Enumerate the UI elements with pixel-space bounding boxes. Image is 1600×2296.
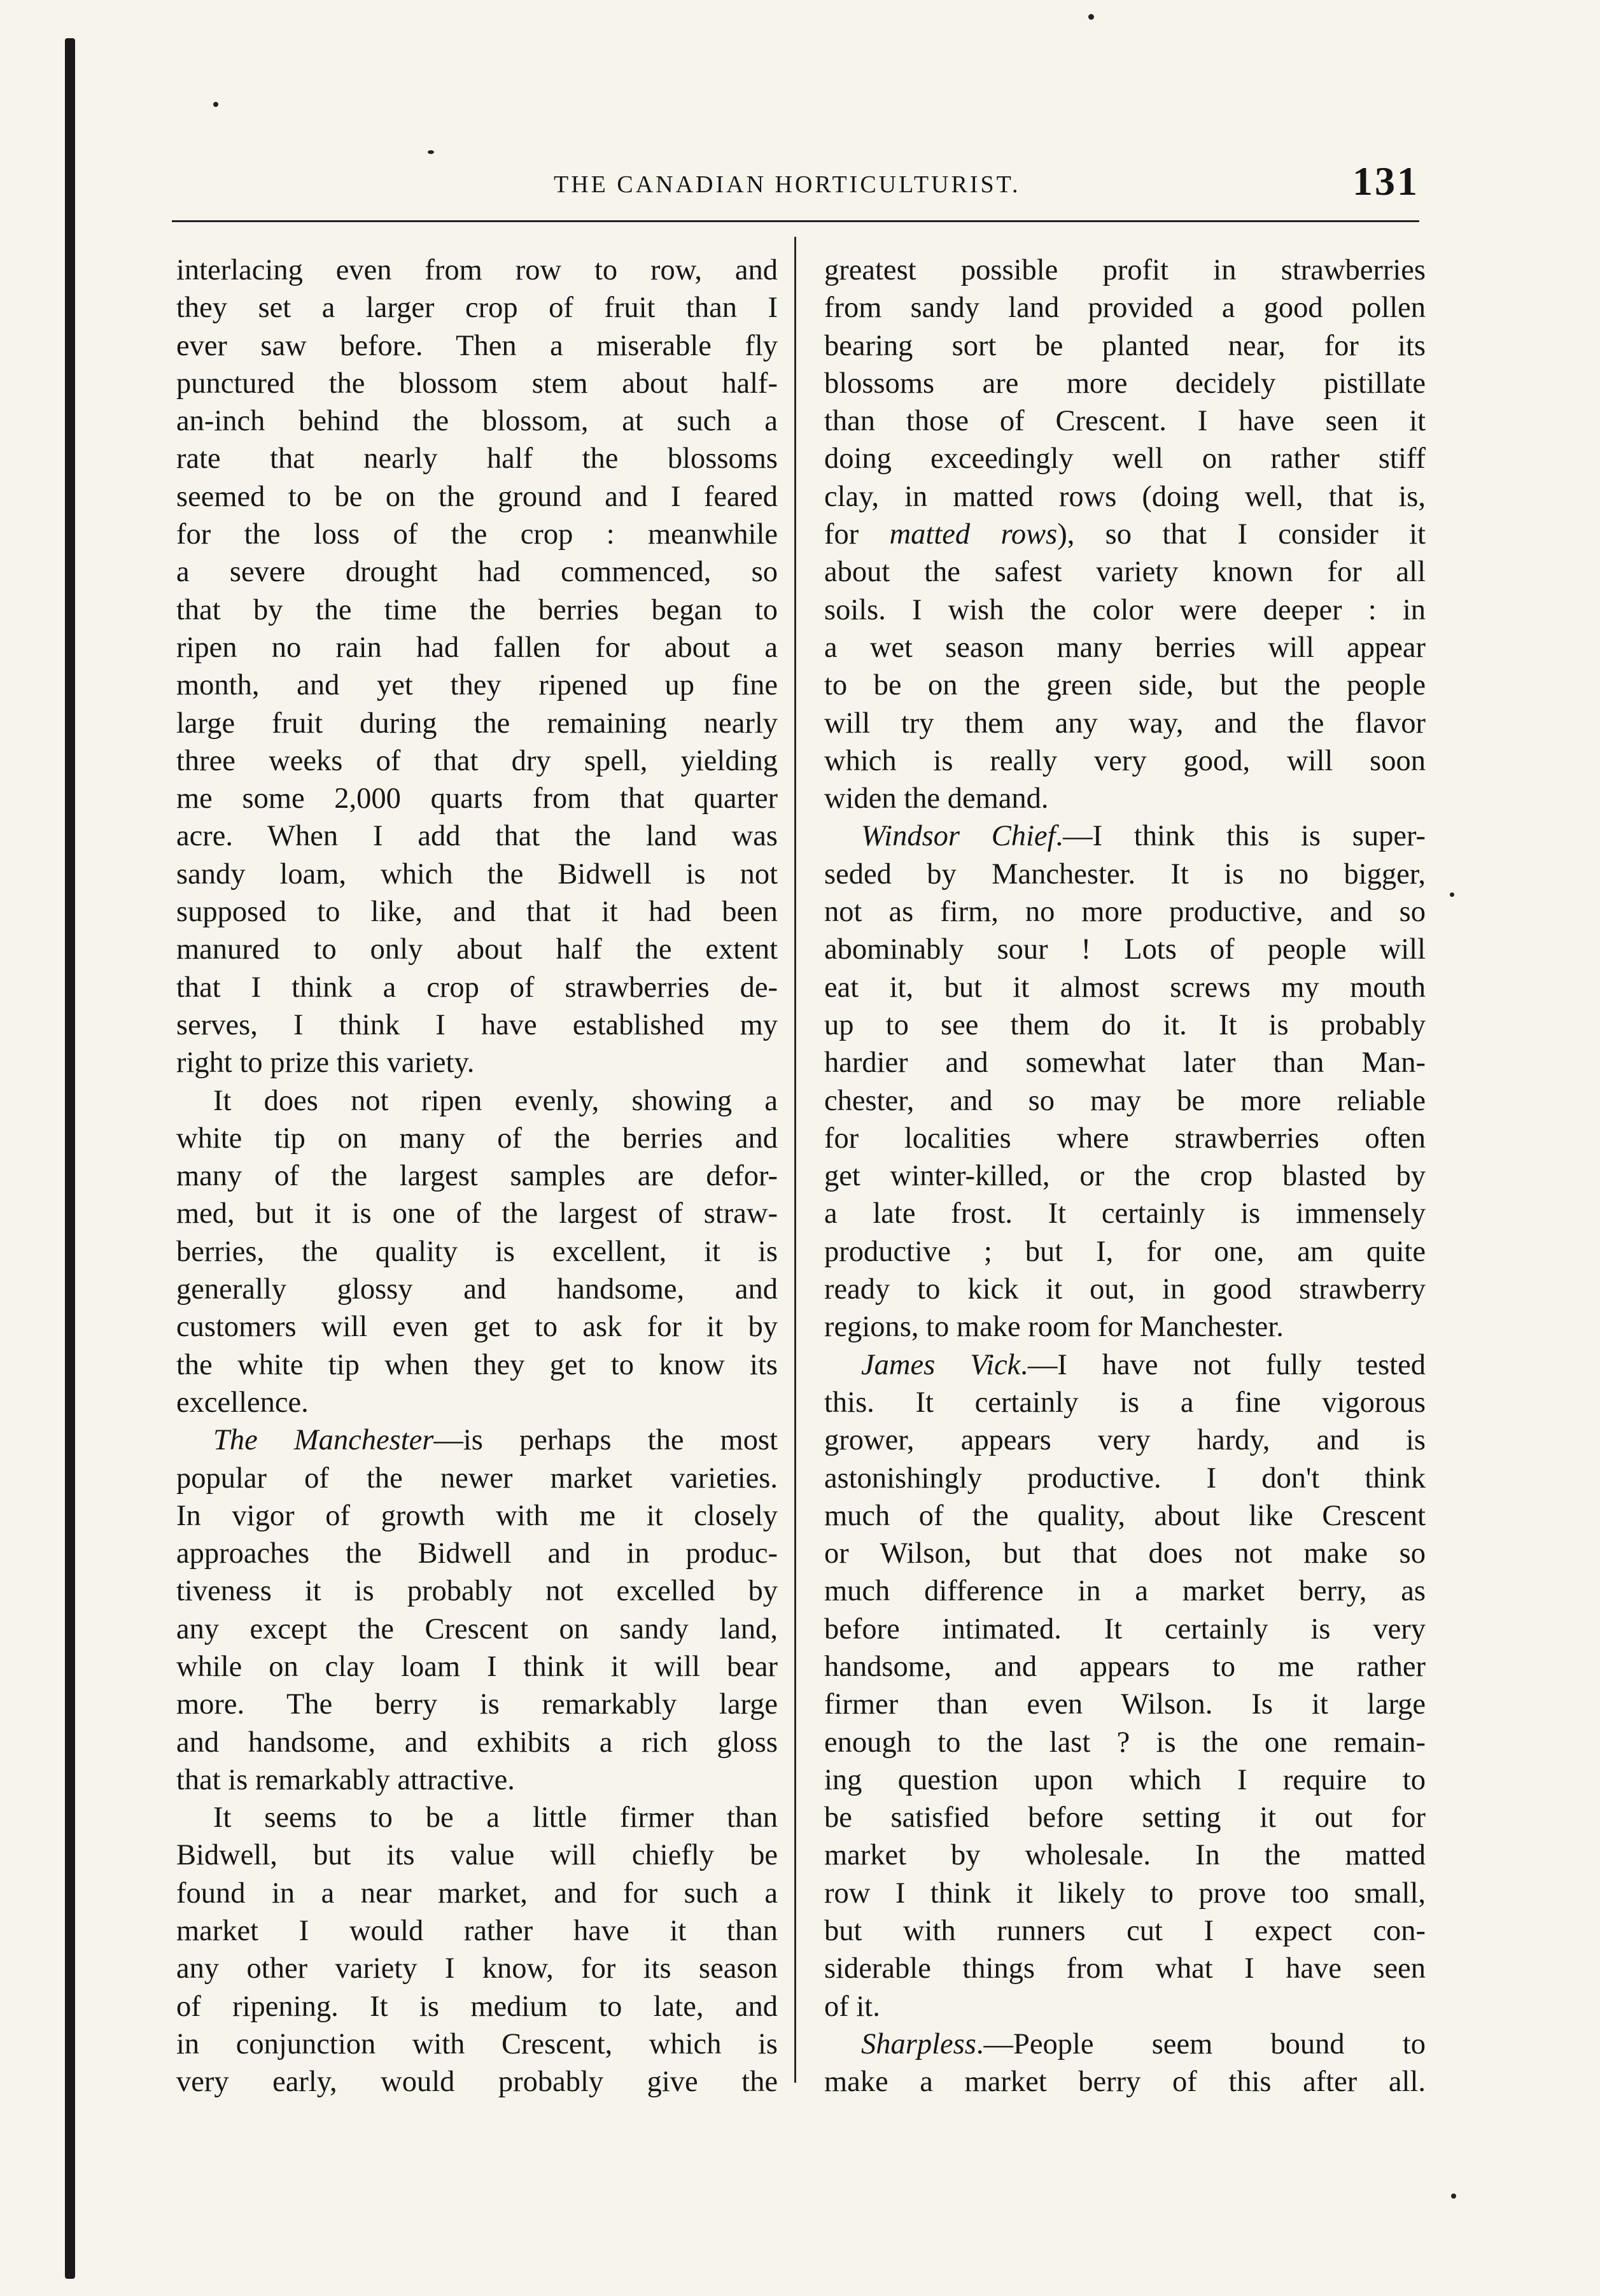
text-line: for matted rows), so that I consider it: [824, 518, 1426, 551]
variety-name: James Vick: [861, 1348, 1021, 1381]
text-line: found in a near market, and for such a: [176, 1877, 778, 1910]
variety-name: The Manchester: [213, 1424, 434, 1457]
text-line: from sandy land provided a good pollen: [824, 292, 1426, 325]
text-line: greatest possible profit in strawberries: [824, 254, 1426, 286]
text-line: they set a larger crop of fruit than I: [176, 292, 778, 325]
text-line: up to see them do it. It is probably: [824, 1008, 1426, 1041]
text-line: Sharpless.—People seem bound to: [861, 2027, 1426, 2060]
text-line: ing question upon which I require to: [824, 1763, 1426, 1796]
text-line: James Vick.—I have not fully tested: [861, 1348, 1426, 1381]
text-line: of ripening. It is medium to late, and: [176, 1990, 778, 2023]
text-line: regions, to make room for Manchester.: [824, 1311, 1284, 1344]
text-line: berries, the quality is excellent, it is: [176, 1235, 778, 1268]
text-line: It does not ripen evenly, showing a: [213, 1084, 778, 1117]
text-line: popular of the newer market varieties.: [176, 1461, 778, 1495]
text-line: siderable things from what I have seen: [824, 1952, 1426, 1985]
text-line: customers will even get to ask for it by: [176, 1311, 778, 1344]
text-line: the white tip when they get to know its: [176, 1348, 778, 1381]
text-line: generally glossy and handsome, and: [176, 1273, 778, 1306]
text-line: before intimated. It certainly is very: [824, 1612, 1426, 1645]
text-line: for the loss of the crop : meanwhile: [176, 518, 778, 551]
text-line: for localities where strawberries often: [824, 1122, 1426, 1155]
text-line: about the safest variety known for all: [824, 556, 1426, 589]
text-line: punctured the blossom stem about half-: [176, 367, 778, 400]
print-speck: [1451, 2194, 1456, 2199]
text-line: or Wilson, but that does not make so: [824, 1537, 1426, 1570]
text-line: widen the demand.: [824, 782, 1049, 815]
page-number: 131: [1352, 158, 1419, 204]
text-line: not as firm, no more productive, and so: [824, 896, 1426, 929]
text-line: of it.: [824, 1990, 880, 2023]
text-line: In vigor of growth with me it closely: [176, 1499, 778, 1532]
text-line: market I would rather have it than: [176, 1915, 778, 1948]
text-line: three weeks of that dry spell, yielding: [176, 744, 778, 777]
text-line: that by the time the berries began to: [176, 593, 778, 626]
text-line: a wet season many berries will appear: [824, 631, 1426, 664]
text-line: bearing sort be planted near, for its: [824, 329, 1426, 362]
text-line: enough to the last ? is the one remain-: [824, 1726, 1426, 1759]
text-line: It seems to be a little firmer than: [213, 1801, 778, 1835]
text-line: eat it, but it almost screws my mouth: [824, 971, 1426, 1004]
text-line: large fruit during the remaining nearly: [176, 707, 778, 740]
text-line: be satisfied before setting it out for: [824, 1801, 1426, 1835]
text-line: which is really very good, will soon: [824, 744, 1426, 777]
text-line: and handsome, and exhibits a rich gloss: [176, 1726, 778, 1759]
text-line: a severe drought had commenced, so: [176, 556, 778, 589]
text-line: this. It certainly is a fine vigorous: [824, 1386, 1426, 1419]
text-line: will try them any way, and the flavor: [824, 707, 1426, 740]
text-line: in conjunction with Crescent, which is: [176, 2027, 778, 2060]
text-line: The Manchester—is perhaps the most: [213, 1424, 778, 1457]
text-line: abominably sour ! Lots of people will: [824, 933, 1426, 966]
text-line: approaches the Bidwell and in produc-: [176, 1537, 778, 1570]
text-line: make a market berry of this after all.: [824, 2066, 1426, 2099]
binding-edge: [65, 38, 75, 2279]
column-divider: [794, 237, 796, 2083]
text-line: Windsor Chief.—I think this is super-: [861, 820, 1426, 853]
text-line: hardier and somewhat later than Man-: [824, 1046, 1426, 1080]
text-line: handsome, and appears to me rather: [824, 1650, 1426, 1683]
print-speck: [1088, 14, 1094, 20]
text-line: much difference in a market berry, as: [824, 1575, 1426, 1608]
text-line: but with runners cut I expect con-: [824, 1915, 1426, 1948]
text-line: many of the largest samples are defor-: [176, 1160, 778, 1193]
text-line: supposed to like, and that it had been: [176, 896, 778, 929]
text-line: than those of Crescent. I have seen it: [824, 405, 1426, 438]
print-speck: [428, 150, 434, 154]
running-title: THE CANADIAN HORTICULTURIST.: [554, 171, 1021, 198]
header-rule: [172, 220, 1419, 222]
text-line: manured to only about half the extent: [176, 933, 778, 966]
text-line: serves, I think I have established my: [176, 1008, 778, 1041]
text-line: an-inch behind the blossom, at such a: [176, 405, 778, 438]
text-line: to be on the green side, but the people: [824, 669, 1426, 702]
text-line: tiveness it is probably not excelled by: [176, 1575, 778, 1608]
print-speck: [213, 102, 218, 107]
text-line: grower, appears very hardy, and is: [824, 1424, 1426, 1457]
text-line: soils. I wish the color were deeper : in: [824, 593, 1426, 626]
text-line: ready to kick it out, in good strawberry: [824, 1273, 1426, 1306]
text-line: sandy loam, which the Bidwell is not: [176, 857, 778, 891]
text-line: ripen no rain had fallen for about a: [176, 631, 778, 664]
text-line: rate that nearly half the blossoms: [176, 442, 778, 475]
variety-name: Windsor Chief: [861, 820, 1056, 853]
text-line: row I think it likely to prove too small,: [824, 1877, 1426, 1910]
italic-term: matted rows: [889, 518, 1058, 551]
left-column: [176, 251, 778, 2101]
text-line: doing exceedingly well on rather stiff: [824, 442, 1426, 475]
text-line: market by wholesale. In the matted: [824, 1839, 1426, 1872]
text-line: firmer than even Wilson. Is it large: [824, 1688, 1426, 1721]
text-line: much of the quality, about like Crescent: [824, 1499, 1426, 1532]
text-line: that I think a crop of strawberries de-: [176, 971, 778, 1004]
text-line: blossoms are more decidely pistillate: [824, 367, 1426, 400]
text-line: any other variety I know, for its season: [176, 1952, 778, 1985]
text-line: any except the Crescent on sandy land,: [176, 1612, 778, 1645]
text-line: seded by Manchester. It is no bigger,: [824, 857, 1426, 891]
text-line: interlacing even from row to row, and: [176, 254, 778, 286]
text-line: ever saw before. Then a miserable fly: [176, 329, 778, 362]
text-line: white tip on many of the berries and: [176, 1122, 778, 1155]
text-line: acre. When I add that the land was: [176, 820, 778, 853]
text-line: a late frost. It certainly is immensely: [824, 1197, 1426, 1230]
text-line: that is remarkably attractive.: [176, 1763, 515, 1796]
text-line: seemed to be on the ground and I feared: [176, 480, 778, 513]
variety-name: Sharpless: [861, 2027, 976, 2060]
print-speck: [1450, 892, 1454, 897]
text-line: while on clay loam I think it will bear: [176, 1650, 778, 1683]
text-line: med, but it is one of the largest of straw-: [176, 1197, 778, 1230]
running-head: [172, 158, 1419, 209]
text-line: productive ; but I, for one, am quite: [824, 1235, 1426, 1268]
text-line: right to prize this variety.: [176, 1046, 475, 1080]
text-line: month, and yet they ripened up fine: [176, 669, 778, 702]
right-column: [824, 251, 1426, 2101]
text-line: astonishingly productive. I don't think: [824, 1461, 1426, 1495]
text-line: very early, would probably give the: [176, 2066, 778, 2099]
text-line: get winter-killed, or the crop blasted by: [824, 1160, 1426, 1193]
text-line: more. The berry is remarkably large: [176, 1688, 778, 1721]
text-line: me some 2,000 quarts from that quarter: [176, 782, 778, 815]
text-line: excellence.: [176, 1386, 309, 1419]
text-line: clay, in matted rows (doing well, that is,: [824, 480, 1426, 513]
text-line: chester, and so may be more reliable: [824, 1084, 1426, 1117]
text-line: Bidwell, but its value will chiefly be: [176, 1839, 778, 1872]
